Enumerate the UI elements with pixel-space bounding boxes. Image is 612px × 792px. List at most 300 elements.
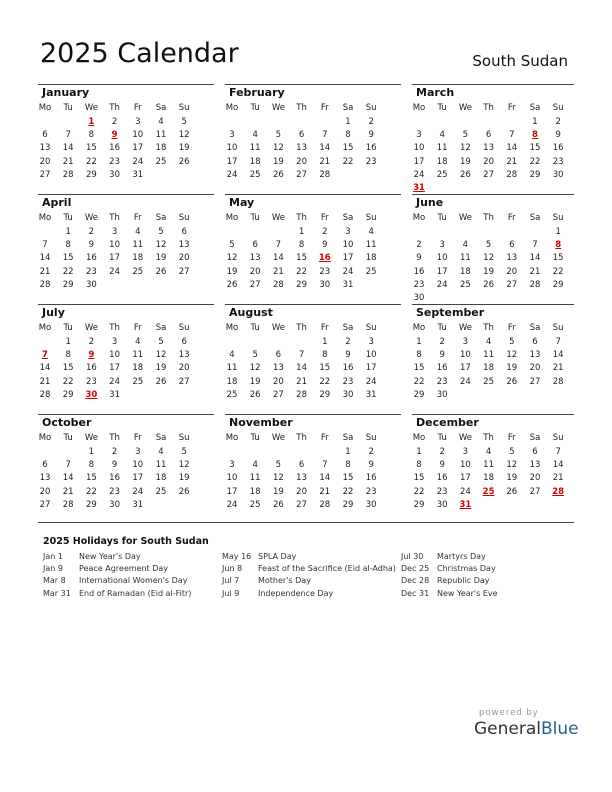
calendar-day: 16	[109, 473, 120, 484]
calendar-day: 30	[552, 169, 564, 180]
calendar-day: 23	[552, 156, 564, 167]
calendar-day: 5	[462, 130, 469, 141]
calendar-day: 31	[365, 389, 377, 400]
calendar-day: 19	[506, 363, 518, 374]
calendar-day: 20	[506, 266, 518, 277]
calendar-day: 16	[109, 143, 120, 154]
country-name: South Sudan	[472, 52, 568, 70]
calendar-day: 26	[226, 279, 238, 290]
weekday-header: Sa	[342, 103, 354, 113]
weekday-header: Fr	[507, 213, 516, 223]
calendar-day: 13	[178, 240, 190, 251]
weekday-header: Th	[483, 323, 494, 333]
weekday-header: Su	[365, 103, 377, 113]
calendar-day: 17	[109, 363, 120, 374]
calendar-day: 14	[62, 143, 74, 154]
holiday-name: Peace Agreement Day	[79, 564, 168, 574]
calendar-day: 10	[365, 350, 377, 361]
calendar-day: 20	[249, 266, 261, 277]
calendar-day: 22	[413, 376, 425, 387]
calendar-day: 23	[365, 156, 377, 167]
calendar-day: 11	[155, 130, 167, 141]
calendar-day: 12	[155, 240, 167, 251]
calendar-day: 5	[275, 130, 282, 141]
calendar-day: 17	[226, 486, 238, 497]
calendar-day: 22	[413, 486, 425, 497]
calendar-day: 17	[436, 266, 448, 277]
calendar-day: 24	[109, 266, 120, 277]
weekday-header: Tu	[250, 323, 260, 333]
brand-general: General	[474, 719, 541, 739]
holiday-day: 31	[413, 183, 425, 193]
calendar-day: 31	[132, 499, 144, 510]
calendar-day: 12	[506, 460, 518, 471]
calendar-day: 7	[322, 460, 328, 471]
calendar-day: 5	[181, 117, 187, 127]
weekday-header: Fr	[507, 103, 516, 113]
calendar-day: 16	[413, 266, 425, 277]
calendar-day: 6	[298, 130, 305, 141]
calendar-day: 14	[529, 253, 541, 264]
weekday-header: Sa	[155, 433, 167, 443]
calendar-day: 14	[319, 473, 331, 484]
calendar-day: 28	[319, 169, 331, 180]
calendar-day: 15	[296, 253, 307, 264]
calendar-day: 19	[155, 253, 167, 264]
calendar-day: 4	[485, 447, 492, 457]
month-name: February	[229, 86, 285, 99]
powered-by-text: powered by	[479, 708, 539, 718]
calendar-day: 21	[552, 473, 564, 484]
weekday-header: Mo	[38, 323, 52, 333]
calendar-day: 26	[272, 499, 284, 510]
holiday-date: Jul 9	[222, 588, 240, 598]
calendar-day: 17	[226, 156, 238, 167]
weekday-header: We	[458, 103, 472, 113]
holiday-name: Mother's Day	[258, 576, 311, 586]
holiday-name: International Women's Day	[79, 576, 188, 586]
month-name: October	[42, 416, 92, 429]
calendar-day: 26	[178, 156, 190, 167]
weekday-header: Mo	[225, 213, 239, 223]
calendar-day: 11	[483, 460, 494, 471]
calendar-day: 12	[249, 363, 261, 374]
calendar-day: 25	[226, 389, 238, 400]
calendar-day: 3	[135, 117, 141, 127]
calendar-day: 27	[506, 279, 518, 290]
weekday-header: Mo	[38, 433, 52, 443]
calendar-day: 19	[483, 266, 494, 277]
calendar-day: 18	[132, 253, 144, 264]
calendar-day: 18	[365, 253, 377, 264]
weekday-header: Th	[109, 103, 120, 113]
calendar-day: 10	[132, 130, 144, 141]
calendar-day: 22	[342, 156, 354, 167]
weekday-header: We	[458, 433, 472, 443]
calendar-day: 2	[345, 337, 351, 347]
weekday-header: Mo	[412, 433, 426, 443]
calendar-day: 4	[368, 227, 374, 237]
calendar-day: 12	[272, 473, 284, 484]
weekday-header: Su	[178, 323, 190, 333]
month-name: July	[42, 306, 65, 319]
month-name: September	[416, 306, 485, 319]
calendar-day: 8	[88, 460, 95, 471]
holiday-date: Jan 9	[43, 564, 63, 574]
weekday-header: Sa	[529, 323, 541, 333]
holiday-date: Jun 8	[222, 564, 243, 574]
calendar-day: 18	[249, 486, 261, 497]
calendar-day: 22	[85, 486, 97, 497]
calendar-day: 25	[155, 156, 167, 167]
calendar-day: 28	[506, 169, 518, 180]
calendar-day: 12	[178, 130, 190, 141]
calendar-day: 6	[181, 337, 187, 347]
weekday-header: Su	[178, 213, 190, 223]
calendar-day: 26	[272, 169, 284, 180]
month-rule	[225, 84, 401, 85]
calendar-day: 3	[462, 447, 469, 457]
weekday-header: Th	[483, 103, 494, 113]
calendar-day: 20	[529, 473, 541, 484]
calendar-day: 24	[459, 486, 471, 497]
calendar-day: 11	[459, 253, 471, 264]
calendar-day: 15	[85, 473, 97, 484]
calendar-day: 7	[532, 240, 538, 251]
calendar-day: 15	[529, 143, 541, 154]
holiday-name: Independence Day	[258, 588, 334, 598]
calendar-day: 9	[345, 350, 351, 361]
calendar-day: 19	[249, 376, 261, 387]
calendar-day: 26	[459, 169, 471, 180]
month-rule	[225, 194, 401, 195]
calendar-day: 23	[413, 279, 425, 290]
holiday-name: Christmas Day	[437, 564, 496, 574]
calendar-day: 4	[229, 350, 235, 361]
calendar-day: 30	[436, 499, 448, 510]
weekday-header: Tu	[250, 103, 260, 113]
calendar-day: 24	[109, 376, 120, 387]
calendar-day: 11	[365, 240, 377, 251]
brand-logo[interactable]	[474, 719, 579, 739]
calendar-day: 2	[439, 447, 445, 457]
calendar-day: 9	[416, 253, 422, 264]
calendar-day: 30	[413, 293, 425, 303]
weekday-header: Fr	[320, 433, 329, 443]
calendar-day: 4	[462, 240, 469, 251]
calendar-day: 9	[439, 460, 445, 471]
weekday-header: We	[84, 433, 98, 443]
calendar-day: 25	[365, 266, 377, 277]
calendar-day: 27	[529, 486, 541, 497]
calendar-day: 5	[229, 240, 235, 251]
calendar-day: 2	[368, 117, 374, 127]
weekday-header: Sa	[155, 213, 167, 223]
weekday-header: Tu	[437, 433, 447, 443]
calendar-day: 23	[342, 376, 354, 387]
calendar-day: 12	[226, 253, 238, 264]
calendar-day: 15	[552, 253, 564, 264]
calendar-day: 28	[296, 389, 307, 400]
calendar-day: 18	[483, 473, 494, 484]
calendar-day: 5	[181, 447, 187, 457]
calendar-day: 2	[368, 447, 374, 457]
calendar-day: 22	[296, 266, 307, 277]
calendar-day: 20	[529, 363, 541, 374]
weekday-header: Tu	[250, 433, 260, 443]
calendar-day: 25	[132, 376, 144, 387]
calendar-day: 7	[555, 447, 561, 457]
calendar-day: 6	[532, 337, 538, 347]
weekday-header: Tu	[63, 103, 73, 113]
calendar-day: 17	[413, 156, 425, 167]
calendar-day: 7	[65, 460, 71, 471]
weekday-header: Fr	[507, 323, 516, 333]
weekday-header: Su	[552, 213, 564, 223]
calendar-day: 3	[345, 227, 351, 237]
calendar-day: 1	[65, 337, 71, 347]
holiday-date: Dec 28	[401, 576, 430, 586]
calendar-day: 30	[319, 279, 331, 290]
weekday-header: Tu	[63, 213, 73, 223]
calendar-day: 13	[39, 143, 51, 154]
calendar-day: 15	[342, 473, 354, 484]
calendar-day: 27	[249, 279, 261, 290]
calendar-day: 24	[226, 499, 238, 510]
calendar-day: 31	[132, 169, 144, 180]
holiday-day: 8	[532, 130, 538, 141]
weekday-header: Su	[365, 323, 377, 333]
calendar-day: 24	[226, 169, 238, 180]
calendar-day: 29	[552, 279, 564, 290]
calendar-day: 29	[319, 389, 331, 400]
brand-blue: Blue	[541, 719, 579, 739]
calendar-day: 17	[109, 253, 120, 264]
calendar-day: 16	[552, 143, 564, 154]
calendar-day: 16	[436, 473, 448, 484]
calendar-day: 26	[155, 266, 167, 277]
calendar-day: 16	[342, 363, 354, 374]
calendar-day: 13	[272, 363, 284, 374]
calendar-day: 5	[509, 447, 515, 457]
calendar-day: 10	[132, 460, 144, 471]
calendar-day: 18	[459, 266, 471, 277]
holiday-name: End of Ramadan (Eid al-Fitr)	[79, 588, 192, 598]
calendar-day: 1	[322, 337, 328, 347]
calendar-day: 2	[88, 227, 95, 237]
calendar-day: 27	[483, 169, 494, 180]
calendar-day: 27	[178, 266, 190, 277]
weekday-header: Sa	[155, 323, 167, 333]
calendar-day: 18	[226, 376, 238, 387]
calendar-day: 12	[155, 350, 167, 361]
calendar-day: 1	[88, 447, 95, 457]
month-rule	[38, 194, 214, 195]
calendar-day: 26	[178, 486, 190, 497]
weekday-header: Fr	[320, 213, 329, 223]
month-rule	[38, 84, 214, 85]
weekday-header: We	[271, 323, 285, 333]
weekday-header: Su	[178, 433, 190, 443]
month-rule	[225, 414, 401, 415]
calendar-day: 14	[506, 143, 518, 154]
calendar-day: 18	[155, 473, 167, 484]
weekday-header: Mo	[38, 213, 52, 223]
calendar-day: 15	[413, 473, 425, 484]
calendar-day: 11	[155, 460, 167, 471]
calendar-day: 23	[436, 486, 448, 497]
holiday-name: Republic Day	[437, 576, 490, 586]
calendar-day: 29	[85, 499, 97, 510]
weekday-header: Th	[109, 323, 120, 333]
calendar-day: 17	[132, 473, 144, 484]
calendar-day: 6	[275, 350, 282, 361]
calendar-day: 24	[436, 279, 448, 290]
weekday-header: Sa	[529, 213, 541, 223]
calendar-day: 12	[178, 460, 190, 471]
calendar-day: 20	[483, 156, 494, 167]
calendar-day: 22	[62, 266, 74, 277]
weekday-header: Sa	[342, 213, 354, 223]
month-name: November	[229, 416, 293, 429]
calendar-day: 3	[135, 447, 141, 457]
calendar-day: 10	[342, 240, 354, 251]
calendar-day: 15	[62, 253, 74, 264]
calendar-day: 1	[555, 227, 561, 237]
calendar-day: 12	[459, 143, 471, 154]
holiday-date: Jul 30	[401, 552, 424, 561]
calendar-day: 2	[111, 447, 118, 457]
calendar-day: 19	[178, 473, 190, 484]
calendar-day: 11	[436, 143, 448, 154]
weekday-header: Mo	[225, 433, 239, 443]
month-name: August	[229, 306, 273, 319]
calendar-day: 26	[506, 376, 518, 387]
calendar-day: 13	[39, 473, 51, 484]
calendar-day: 24	[132, 486, 144, 497]
weekday-header: Mo	[412, 323, 426, 333]
calendar-day: 10	[459, 350, 471, 361]
calendar-day: 16	[365, 143, 377, 154]
calendar-day: 14	[319, 143, 331, 154]
calendar-day: 27	[39, 169, 51, 180]
calendar-day: 2	[555, 117, 561, 127]
weekday-header: Sa	[342, 323, 354, 333]
calendar-day: 22	[342, 486, 354, 497]
weekday-header: We	[84, 213, 98, 223]
calendar-day: 13	[529, 350, 541, 361]
calendar-day: 1	[345, 447, 351, 457]
calendar-day: 25	[249, 499, 261, 510]
calendar-day: 22	[529, 156, 541, 167]
calendar-day: 10	[459, 460, 471, 471]
calendar-day: 15	[342, 143, 354, 154]
calendar-day: 4	[252, 130, 258, 141]
calendar-day: 21	[39, 266, 51, 277]
calendar-day: 2	[416, 240, 422, 251]
holiday-date: Mar 8	[43, 576, 66, 586]
calendar-day: 20	[39, 486, 51, 497]
holiday-date: Jul 7	[222, 576, 240, 586]
calendar-day: 8	[416, 460, 422, 471]
calendar-day: 21	[272, 266, 284, 277]
weekday-header: Tu	[63, 433, 73, 443]
calendar-day: 26	[155, 376, 167, 387]
calendar-day: 30	[342, 389, 354, 400]
calendar-day: 17	[459, 363, 471, 374]
calendar-day: 19	[178, 143, 190, 154]
calendar-day: 22	[85, 156, 97, 167]
calendar-day: 19	[506, 473, 518, 484]
calendar-day: 27	[39, 499, 51, 510]
holiday-day: 1	[88, 117, 95, 127]
calendar-day: 4	[158, 117, 164, 127]
calendar-day: 2	[111, 117, 118, 127]
calendar-day: 13	[296, 143, 307, 154]
calendar-day: 1	[532, 117, 538, 127]
weekday-header: Mo	[225, 103, 239, 113]
calendar-day: 27	[296, 499, 307, 510]
calendar-day: 5	[158, 337, 164, 347]
calendar-day: 29	[529, 169, 541, 180]
calendar-day: 11	[132, 240, 144, 251]
calendar-day: 7	[555, 337, 561, 347]
weekday-header: Mo	[225, 323, 239, 333]
holiday-date: Dec 31	[401, 588, 430, 598]
calendar-day: 5	[275, 460, 282, 471]
calendar-day: 6	[252, 240, 258, 251]
calendar-day: 9	[555, 130, 561, 141]
calendar-day: 14	[39, 363, 51, 374]
holiday-day: 25	[482, 486, 495, 497]
calendar-day: 20	[272, 376, 284, 387]
weekday-header: Fr	[507, 433, 516, 443]
calendar-day: 6	[485, 130, 492, 141]
weekday-header: We	[84, 103, 98, 113]
calendar-day: 29	[296, 279, 307, 290]
weekday-header: Mo	[412, 213, 426, 223]
calendar-day: 20	[296, 156, 307, 167]
calendar-day: 10	[109, 350, 120, 361]
calendar-day: 18	[132, 363, 144, 374]
weekday-header: Su	[178, 103, 190, 113]
calendar-day: 19	[272, 156, 284, 167]
calendar-day: 11	[483, 350, 494, 361]
weekday-header: Su	[365, 433, 377, 443]
calendar-day: 1	[416, 447, 422, 457]
calendar-day: 7	[275, 240, 282, 251]
calendar-day: 3	[462, 337, 469, 347]
calendar-day: 1	[65, 227, 71, 237]
calendar-day: 22	[552, 266, 564, 277]
calendar-day: 22	[319, 376, 331, 387]
calendar-day: 24	[459, 376, 471, 387]
calendar-day: 28	[62, 169, 74, 180]
calendar-day: 1	[345, 117, 351, 127]
calendar-day: 11	[249, 473, 261, 484]
calendar-day: 6	[42, 130, 48, 141]
weekday-header: We	[271, 103, 285, 113]
calendar-day: 5	[252, 350, 258, 361]
calendar-day: 24	[342, 266, 354, 277]
holiday-name: New Year's Eve	[437, 588, 498, 598]
weekday-header: Th	[296, 433, 307, 443]
calendar-day: 30	[109, 169, 120, 180]
holiday-date: May 16	[222, 552, 252, 561]
calendar-day: 29	[342, 499, 354, 510]
calendar-day: 15	[85, 143, 97, 154]
weekday-header: Tu	[63, 323, 73, 333]
